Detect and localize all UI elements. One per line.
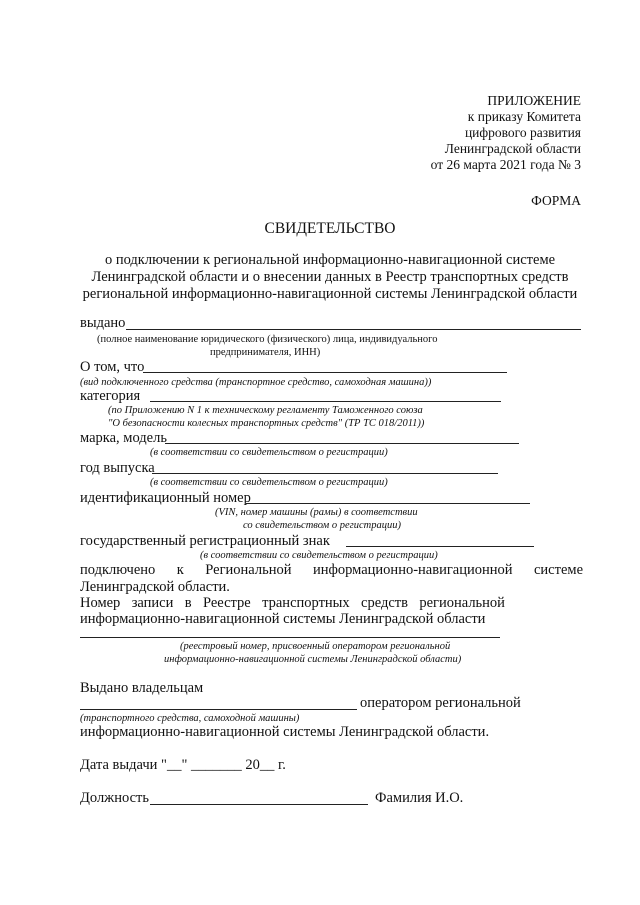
year-hint: (в соответствии со свидетельством о регистрации) [150, 477, 388, 488]
vin-label: идентификационный номер [80, 490, 251, 506]
position-label: Должность [80, 790, 149, 806]
owners-input-line[interactable] [80, 709, 357, 710]
category-input-line[interactable] [150, 401, 501, 402]
connected-word: к [176, 562, 184, 578]
year-input-line[interactable] [152, 473, 498, 474]
plate-label: государственный регистрационный знак [80, 533, 330, 549]
record-word: региональной [419, 595, 505, 611]
about-label: О том, что [80, 359, 145, 375]
about-hint: (вид подключенного средства (транспортное средство, самоходная машина)) [80, 377, 432, 388]
subtitle-line-2: Ленинградской области и о внесении данных в Реестр транспортных средств [91, 269, 569, 285]
issued-input-line[interactable] [126, 329, 581, 330]
connected-word: Региональной [205, 562, 292, 578]
record-word: средств [361, 595, 408, 611]
connected-word: подключено [80, 562, 156, 578]
record-word: Реестре [202, 595, 251, 611]
owners-line-3: информационно-навигационной системы Ленинградской области. [80, 724, 490, 740]
record-line-1 [80, 595, 505, 612]
owners-hint: (транспортного средства, самоходной машины) [80, 713, 300, 724]
vin-hint-1: (VIN, номер машины (рамы) в соответствии [215, 507, 418, 518]
record-word: в [184, 595, 192, 611]
appendix-committee-line: цифрового развития [464, 125, 581, 140]
document-title: СВИДЕТЕЛЬСТВО [264, 220, 396, 237]
record-line-2: информационно-навигационной системы Ленинградской области [80, 611, 486, 627]
appendix-date-line: от 26 марта 2021 года № 3 [430, 157, 581, 172]
vin-input-line[interactable] [246, 503, 530, 504]
connected-line-2: Ленинградской области. [80, 579, 230, 595]
appendix-region-line: Ленинградской области [444, 141, 581, 156]
record-word: транспортных [262, 595, 350, 611]
owners-label: Выдано владельцам [80, 680, 204, 696]
signature-input-line[interactable] [150, 804, 368, 805]
record-word: записи [131, 595, 174, 611]
issued-hint-2: предпринимателя, ИНН) [210, 347, 321, 358]
vin-hint-2: со свидетельством о регистрации) [243, 520, 402, 531]
form-label: ФОРМА [531, 193, 581, 208]
record-input-line[interactable] [80, 637, 500, 638]
plate-input-line[interactable] [346, 546, 534, 547]
subtitle-line-1: о подключении к региональной информационно-навигационной системе [104, 252, 556, 268]
category-hint-1: (по Приложению N 1 к техническому регламенту Таможенного союза [108, 405, 423, 416]
plate-hint: (в соответствии со свидетельством о регистрации) [200, 550, 438, 561]
about-input-line[interactable] [143, 372, 507, 373]
appendix-heading: ПРИЛОЖЕНИЕ [487, 93, 581, 108]
issue-date: Дата выдачи "__" _______ 20__ г. [80, 757, 286, 773]
connected-word: информационно-навигационной [312, 562, 513, 578]
owners-operator: оператором региональной [360, 695, 521, 711]
record-hint-2: информационно-навигационной системы Ленинградской области) [164, 654, 462, 665]
year-label: год выпуска [80, 460, 155, 476]
issued-hint-1: (полное наименование юридического (физического) лица, индивидуального [97, 334, 438, 345]
record-word: Номер [80, 595, 121, 611]
subtitle-line-3: региональной информационно-навигационной системы Ленинградской области [82, 286, 578, 302]
model-hint: (в соответствии со свидетельством о регистрации) [150, 447, 388, 458]
appendix-order-line: к приказу Комитета [467, 109, 581, 124]
model-label: марка, модель [80, 430, 167, 446]
connected-word: системе [533, 562, 583, 578]
issued-label: выдано [80, 315, 126, 331]
name-label: Фамилия И.О. [375, 790, 464, 806]
connected-line-1 [80, 562, 583, 579]
category-label: категория [80, 388, 141, 404]
category-hint-2: "О безопасности колесных транспортных средств" (ТР ТС 018/2011)) [108, 418, 425, 429]
model-input-line[interactable] [165, 443, 519, 444]
record-hint-1: (реестровый номер, присвоенный оператором региональной [180, 641, 451, 652]
